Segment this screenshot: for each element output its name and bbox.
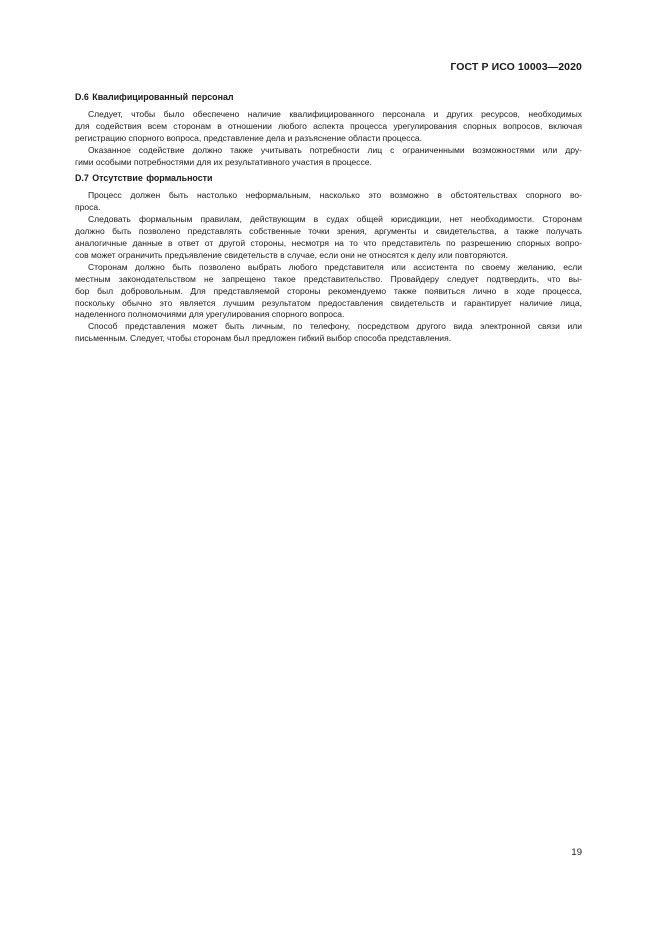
paragraph: [75, 262, 582, 322]
text-line: Сторонам должно быть позволено выбрать любого представителя или ассистента по своему желанию, если: [88, 261, 582, 272]
text-line: Способ представления может быть личным, по телефону, посредством другого вида электронной связи или: [88, 321, 582, 332]
text-line: регистрацию спорного вопроса, представление дела и разъяснение области процесса.: [75, 132, 422, 143]
paragraph: [75, 321, 582, 345]
text-line: должно быть позволено представлять собственные точки зрения, аргументы и свидетельства, а также получать: [75, 226, 582, 237]
section-heading-d6: D.6 Квалифицированный персонал: [75, 92, 234, 102]
section-heading-d7: D.7 Отсутствие формальности: [75, 173, 213, 184]
page-header: ГОСТ Р ИСО 10003—2020: [450, 61, 582, 73]
text-line: Следовать формальным правилам, действующим в судах общей юрисдикции, нет необходимости. Сторонам: [88, 214, 582, 225]
paragraph: [75, 190, 582, 214]
text-line: сов может ограничить предъявление свидетельств в случае, если они не относятся к делу или повторяются.: [75, 249, 508, 260]
paragraph: [75, 145, 582, 169]
text-line: для содействия всем сторонам в отношении любого аспекта процесса урегулирования спорных вопросов, включая: [75, 120, 582, 131]
text-line: аналогичные данные в ответ от другой стороны, несмотря на то что представитель по разрешению спорных вопро-: [75, 237, 582, 248]
paragraph: [75, 214, 582, 262]
text-line: бор был добровольным. Для представляемой стороны рекомендуемо также появиться лично в ходе процесса,: [75, 285, 582, 296]
text-line: Оказанное содействие должно также учитывать потребности лиц с ограниченными возможностями или дру-: [88, 144, 582, 155]
text-line: местным законодательством не запрещено такое представительство. Провайдеру следует подтвердить, что вы-: [75, 273, 582, 284]
text-line: поскольку обычно это является лучшим результатом предоставления свидетельств и гарантирует наличие лица,: [75, 297, 582, 308]
page-number: 19: [571, 847, 582, 858]
text-line: Следует, чтобы было обеспечено наличие квалифицированного персонала и других ресурсов, необходимых: [88, 108, 582, 119]
text-line: проса.: [75, 202, 101, 213]
text-line: письменным. Следует, чтобы сторонам был предложен гибкий выбор способа представления.: [75, 333, 452, 344]
document-body: [75, 92, 582, 345]
text-line: гими особыми потребностями для их результативного участия в процессе.: [75, 156, 372, 167]
text-line: наделенного полномочиями для урегулирования спорного вопроса.: [75, 309, 345, 320]
text-line: Процесс должен быть настолько неформальным, насколько это возможно в обстоятельствах спорного во-: [88, 190, 582, 201]
paragraph: [75, 109, 582, 145]
